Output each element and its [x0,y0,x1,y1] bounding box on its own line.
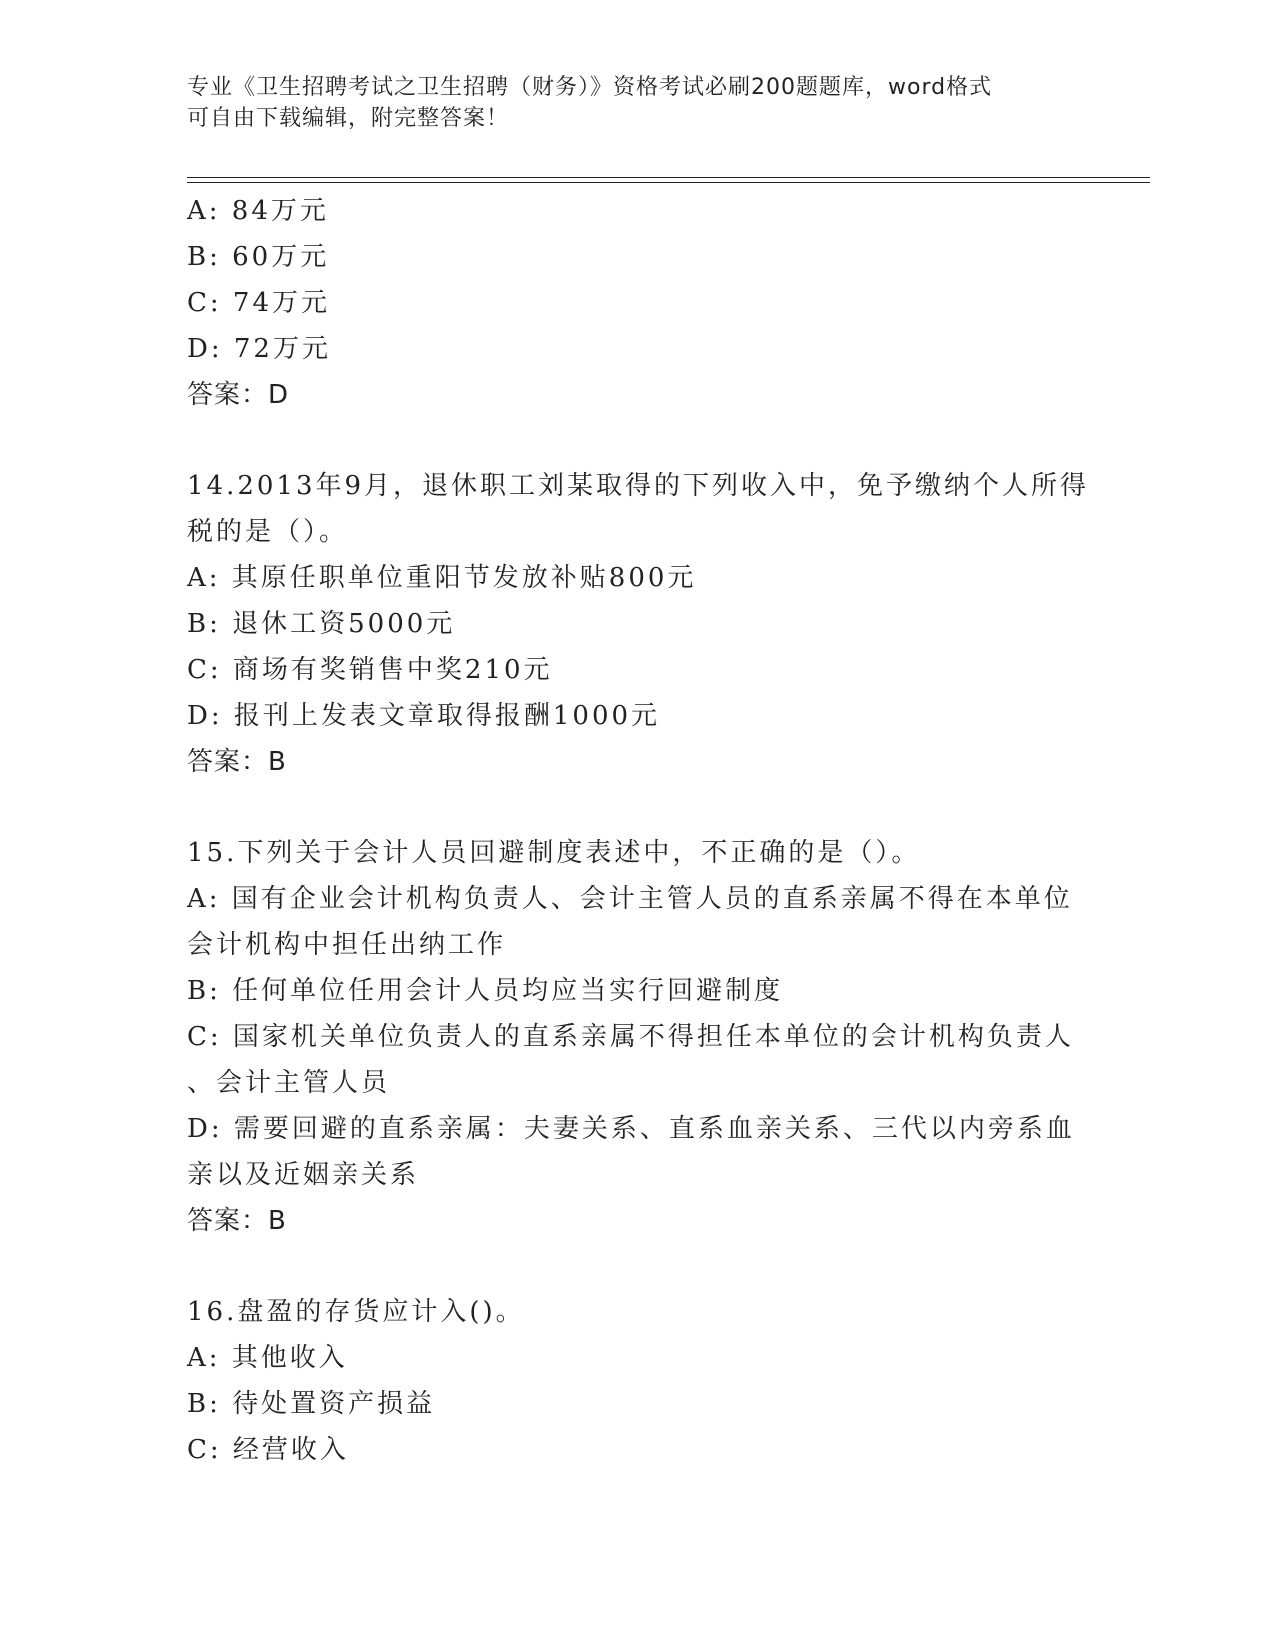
option-a: A: 国有企业会计机构负责人、会计主管人员的直系亲属不得在本单位 [187,884,1073,914]
answer-line: 答案：D [187,380,290,410]
header-divider-top [187,177,1150,178]
question-14 [187,463,1090,785]
option-d: D: 报刊上发表文章取得报酬1000元 [187,701,661,731]
question-stem: 15.下列关于会计人员回避制度表述中，不正确的是（）。 [187,838,921,868]
option-c: C: 74万元 [187,288,331,318]
option-b: B: 任何单位任用会计人员均应当实行回避制度 [187,976,784,1006]
question-13 [187,188,1087,418]
question-spacer [187,785,1087,830]
question-16 [187,1289,1087,1473]
question-spacer [187,418,1087,463]
option-d: D: 72万元 [187,334,331,364]
question-spacer [187,1244,1087,1289]
option-d-continued: 亲以及近姻亲关系 [187,1160,420,1190]
question-15 [187,830,1087,1244]
option-c-continued: 、会计主管人员 [187,1068,391,1098]
option-a: A: 84万元 [187,196,329,226]
document-body [187,188,1090,1473]
option-b: B: 待处置资产损益 [187,1389,436,1419]
option-c: C: 国家机关单位负责人的直系亲属不得担任本单位的会计机构负责人 [187,1022,1074,1052]
answer-line: 答案：B [187,1206,287,1236]
header-divider-bottom [187,182,1150,183]
option-a: A: 其原任职单位重阳节发放补贴800元 [187,563,697,593]
header-title-line-2: 可自由下载编辑，附完整答案！ [187,106,510,131]
question-stem: 14.2013年9月，退休职工刘某取得的下列收入中，免予缴纳个人所得 [187,471,1090,501]
answer-line: 答案：B [187,747,287,777]
option-b: B: 60万元 [187,242,330,272]
header-title-line-1: 专业《卫生招聘考试之卫生招聘（财务）》资格考试必刷200题题库，word格式 [187,75,993,100]
option-a-continued: 会计机构中担任出纳工作 [187,930,507,960]
page-header [187,72,1067,134]
option-c: C: 经营收入 [187,1435,349,1465]
question-stem: 16.盘盈的存货应计入()。 [187,1297,525,1327]
option-b: B: 退休工资5000元 [187,609,456,639]
option-a: A: 其他收入 [187,1343,348,1373]
question-stem-continued: 税的是（）。 [187,517,349,547]
option-d: D: 需要回避的直系亲属：夫妻关系、直系血亲关系、三代以内旁系血 [187,1114,1075,1144]
option-c: C: 商场有奖销售中奖210元 [187,655,553,685]
